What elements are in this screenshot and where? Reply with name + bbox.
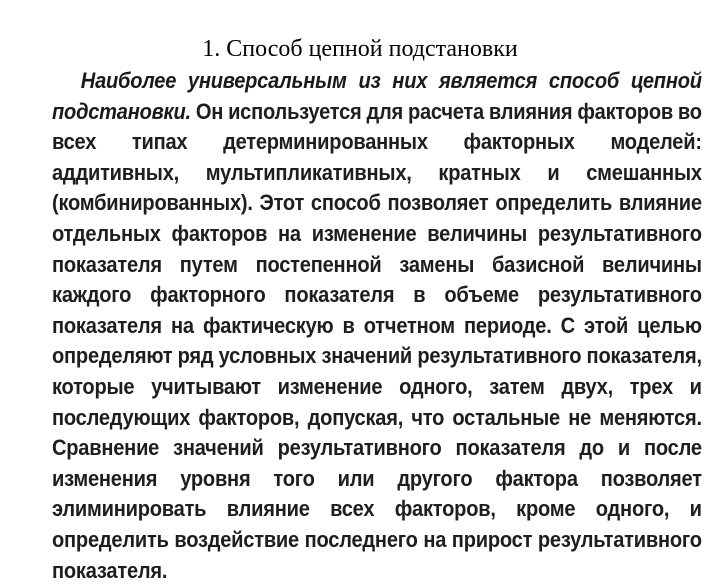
paragraph-body: Он используется для расчета влияния факторов во всех типах детерминированных факторных моделей: аддитивных, мультипликативных, кратных и смешанных (комбинированных). Этот способ позволяет определить влияние отдельных факторов на изменение величины результативного показателя путем постепенной замены базисной величины каждого факторного показателя в объеме результативного показателя на фактическую в отчетном периоде. С этой целью определяют ряд условных значений результативного показателя, которые учитывают изменение одного, затем двух, трех и последующих факторов, допуская, что остальные не меняются. Сравнение значений результативного показателя до и после изменения уровня того или другого фактора позволяет элиминировать влияние всех факторов, кроме одного, и определить воздействие последнего на прирост результативного показателя. xyxy=(52,98,702,583)
slide-title: 1. Способ цепной подстановки xyxy=(202,36,518,62)
paragraph-lead-italic: Наиболее универсальным из них является способ цепной подстановки. xyxy=(52,68,702,124)
scanned-paragraph xyxy=(52,66,702,586)
scanned-text-block xyxy=(52,66,702,583)
